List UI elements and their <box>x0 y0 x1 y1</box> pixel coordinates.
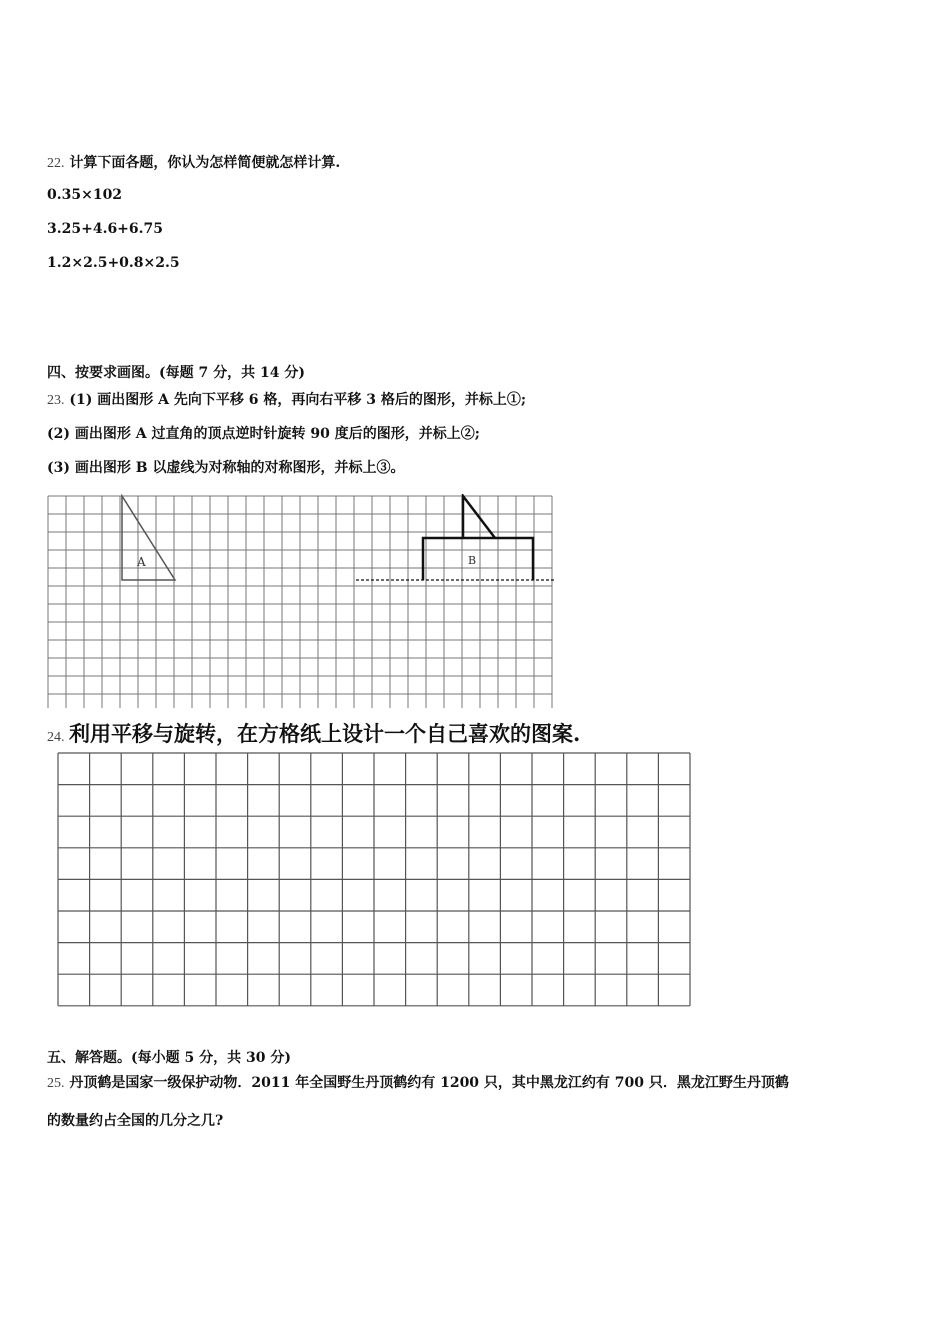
section-5-title: 五、解答题。(每小题 5 分，共 30 分) <box>47 1050 291 1066</box>
shape-a-label: A <box>137 555 146 569</box>
question-23-line-3: (3) 画出图形 B 以虚线为对称轴的对称图形，并标上③。 <box>47 460 405 476</box>
calc-item-1: 0.35×102 <box>47 187 123 203</box>
question-25-line-2: 的数量约占全国的几分之几? <box>47 1113 224 1129</box>
question-number: 23. <box>47 393 65 408</box>
calc-item-2: 3.25+4.6+6.75 <box>47 221 164 237</box>
question-23-line-2: (2) 画出图形 A 过直角的顶点逆时针旋转 90 度后的图形，并标上②; <box>47 426 480 442</box>
grid-lines <box>58 753 690 1006</box>
question-number: 22. <box>47 156 65 171</box>
grid-q23 <box>46 494 558 708</box>
section-4-title: 四、按要求画图。(每题 7 分，共 14 分) <box>47 365 305 381</box>
grid-lines <box>48 496 552 708</box>
shape-b-label: B <box>468 554 477 567</box>
question-text: 计算下面各题，你认为怎样简便就怎样计算. <box>69 155 341 171</box>
question-number: 25. <box>47 1076 65 1091</box>
question-text: (1) 画出图形 A 先向下平移 6 格，再向右平移 3 格后的图形，并标上①; <box>69 392 526 408</box>
question-25-line-1 <box>47 1072 789 1092</box>
question-text: 丹顶鹤是国家一级保护动物．2011 年全国野生丹顶鹤约有 1200 只，其中黑龙江约有 700 只．黑龙江野生丹顶鹤 <box>69 1075 789 1091</box>
grid-q24 <box>56 752 694 1010</box>
question-text: 利用平移与旋转，在方格纸上设计一个自己喜欢的图案. <box>68 721 581 746</box>
question-22-prompt <box>47 152 340 172</box>
question-24-prompt <box>47 718 580 748</box>
question-number: 24. <box>47 730 65 745</box>
shape-a-triangle <box>122 496 175 580</box>
question-23-line-1 <box>47 389 526 409</box>
calc-item-3: 1.2×2.5+0.8×2.5 <box>47 255 180 271</box>
